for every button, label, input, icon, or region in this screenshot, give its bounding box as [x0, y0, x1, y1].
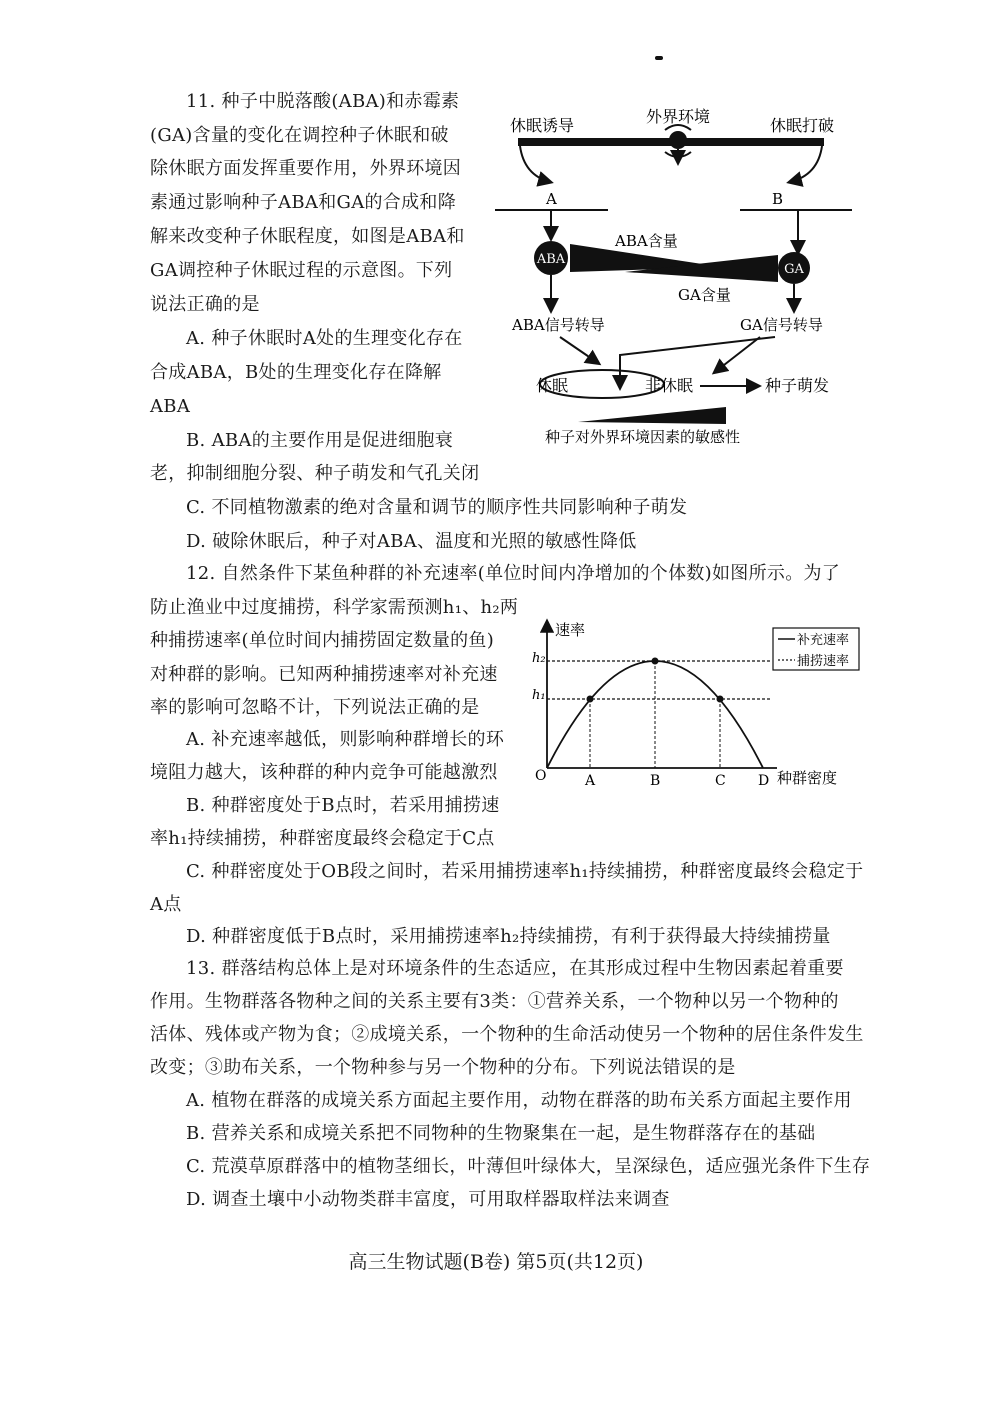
- induce-label: 休眠诱导: [510, 116, 575, 135]
- ga-signal-label: GA信号转导: [740, 316, 823, 334]
- y-axis-label: 速率: [555, 621, 586, 639]
- q11-option-b: 老，抑制细胞分裂、种子萌发和气孔关闭: [150, 463, 480, 484]
- point-d-label: D: [758, 773, 770, 789]
- q11-line: (GA)含量的变化在调控种子休眠和破: [150, 125, 449, 146]
- q11-diagram: [490, 100, 870, 455]
- label-a: A: [546, 190, 557, 208]
- q11-line: 说法正确的是: [150, 294, 260, 315]
- q13-option-c: C. 荒漠草原群落中的植物茎细长，叶薄但叶绿体大，呈深绿色，适应强光条件下生存: [186, 1156, 871, 1177]
- q11-option-a: A. 种子休眠时A处的生理变化存在: [186, 328, 463, 349]
- q11-option-d: D. 破除休眠后，种子对ABA、温度和光照的敏感性降低: [186, 531, 637, 552]
- dormant-label: 休眠: [536, 376, 569, 395]
- q11-line: 除休眠方面发挥重要作用，外界环境因: [150, 158, 462, 179]
- aba-signal-label: ABA信号转导: [512, 316, 605, 334]
- q12-line: 对种群的影响。已知两种捕捞速率对补充速: [150, 664, 498, 685]
- ga-content-label: GA含量: [678, 286, 731, 304]
- q12-line: 防止渔业中过度捕捞，科学家需预测h₁、h₂两: [150, 597, 519, 618]
- q11-line: GA调控种子休眠过程的示意图。下列: [150, 260, 453, 281]
- q13-option-b: B. 营养关系和成境关系把不同物种的生物聚集在一起，是生物群落存在的基础: [186, 1123, 816, 1144]
- q11-line: 解来改变种子休眠程度，如图是ABA和: [150, 226, 465, 247]
- aba-node-label: ABA: [536, 252, 566, 267]
- legend-solid: 补充速率: [797, 633, 850, 648]
- aba-content-label: ABA含量: [615, 232, 678, 250]
- q11-line: 素通过影响种子ABA和GA的合成和降: [150, 192, 457, 213]
- break-label: 休眠打破: [770, 116, 835, 135]
- q12-option-a: A. 补充速率越低，则影响种群增长的环: [186, 729, 505, 750]
- q13-line: 活体、残体或产物为食；②成境关系，一个物种的生命活动使另一个物种的居住条件发生: [150, 1024, 864, 1045]
- point-b-marker: [652, 658, 659, 665]
- q12-option-b: B. 种群密度处于B点时，若采用捕捞速: [186, 795, 500, 816]
- q12-option-b: 率h₁持续捕捞，种群密度最终会稳定于C点: [150, 828, 495, 849]
- h1-label: h₁: [532, 688, 546, 703]
- external-env-label: 外界环境: [645, 107, 711, 126]
- point-c-label: C: [715, 773, 726, 789]
- sensitivity-label: 种子对外界环境因素的敏感性: [545, 428, 741, 446]
- ink-mark: [655, 56, 663, 60]
- point-a-label: A: [585, 773, 596, 789]
- q12-option-a: 境阻力越大，该种群的种内竞争可能越激烈: [150, 762, 498, 783]
- h2-label: h₂: [532, 651, 546, 666]
- sensitivity-wedge: [578, 407, 726, 424]
- point-c-marker: [717, 696, 724, 703]
- q12-option-c: C. 种群密度处于OB段之间时，若采用捕捞速率h₁持续捕捞，种群密度最终会稳定于: [186, 861, 864, 882]
- q12-option-d: D. 种群密度低于B点时，采用捕捞速率h₂持续捕捞，有利于获得最大持续捕捞量: [186, 926, 831, 947]
- q12-option-c: A点: [150, 894, 182, 915]
- q11-option-b: B. ABA的主要作用是促进细胞衰: [186, 430, 453, 451]
- q12-chart: [525, 618, 870, 793]
- q11-option-a: 合成ABA，B处的生理变化存在降解: [150, 362, 442, 383]
- q13-line: 作用。生物群落各物种之间的关系主要有3类：①营养关系，一个物种以另一个物种的: [150, 991, 839, 1012]
- germinate-label: 种子萌发: [765, 376, 830, 395]
- nondormant-label: 非休眠: [645, 376, 694, 395]
- legend-dashed: 捕捞速率: [797, 654, 850, 669]
- point-a-marker: [587, 696, 594, 703]
- q13-line: 改变；③助布关系，一个物种参与另一个物种的分布。下列说法错误的是: [150, 1057, 736, 1078]
- q12-line: 率的影响可忽略不计，下列说法正确的是: [150, 697, 480, 718]
- x-axis-label: 种群密度: [777, 769, 838, 787]
- q13-line: 13. 群落结构总体上是对环境条件的生态适应，在其形成过程中生物因素起着重要: [186, 958, 844, 979]
- q11-option-a: ABA: [150, 396, 191, 417]
- label-b: B: [772, 190, 784, 208]
- origin-label: O: [535, 768, 547, 784]
- page-footer: 高三生物试题(B卷) 第5页(共12页): [348, 1251, 644, 1273]
- environment-node: [669, 131, 687, 149]
- q13-option-a: A. 植物在群落的成境关系方面起主要作用，动物在群落的助布关系方面起主要作用: [186, 1090, 852, 1111]
- q12-line: 种捕捞速率(单位时间内捕捞固定数量的鱼): [150, 630, 495, 651]
- q13-option-d: D. 调查土壤中小动物类群丰富度，可用取样器取样法来调查: [186, 1189, 670, 1210]
- ga-node-label: GA: [784, 262, 804, 277]
- point-b-label: B: [650, 773, 661, 789]
- q11-line: 11. 种子中脱落酸(ABA)和赤霉素: [186, 91, 460, 112]
- q11-option-c: C. 不同植物激素的绝对含量和调节的顺序性共同影响种子萌发: [186, 497, 688, 518]
- q12-line: 12. 自然条件下某鱼种群的补充速率(单位时间内净增加的个体数)如图所示。为了: [186, 563, 841, 584]
